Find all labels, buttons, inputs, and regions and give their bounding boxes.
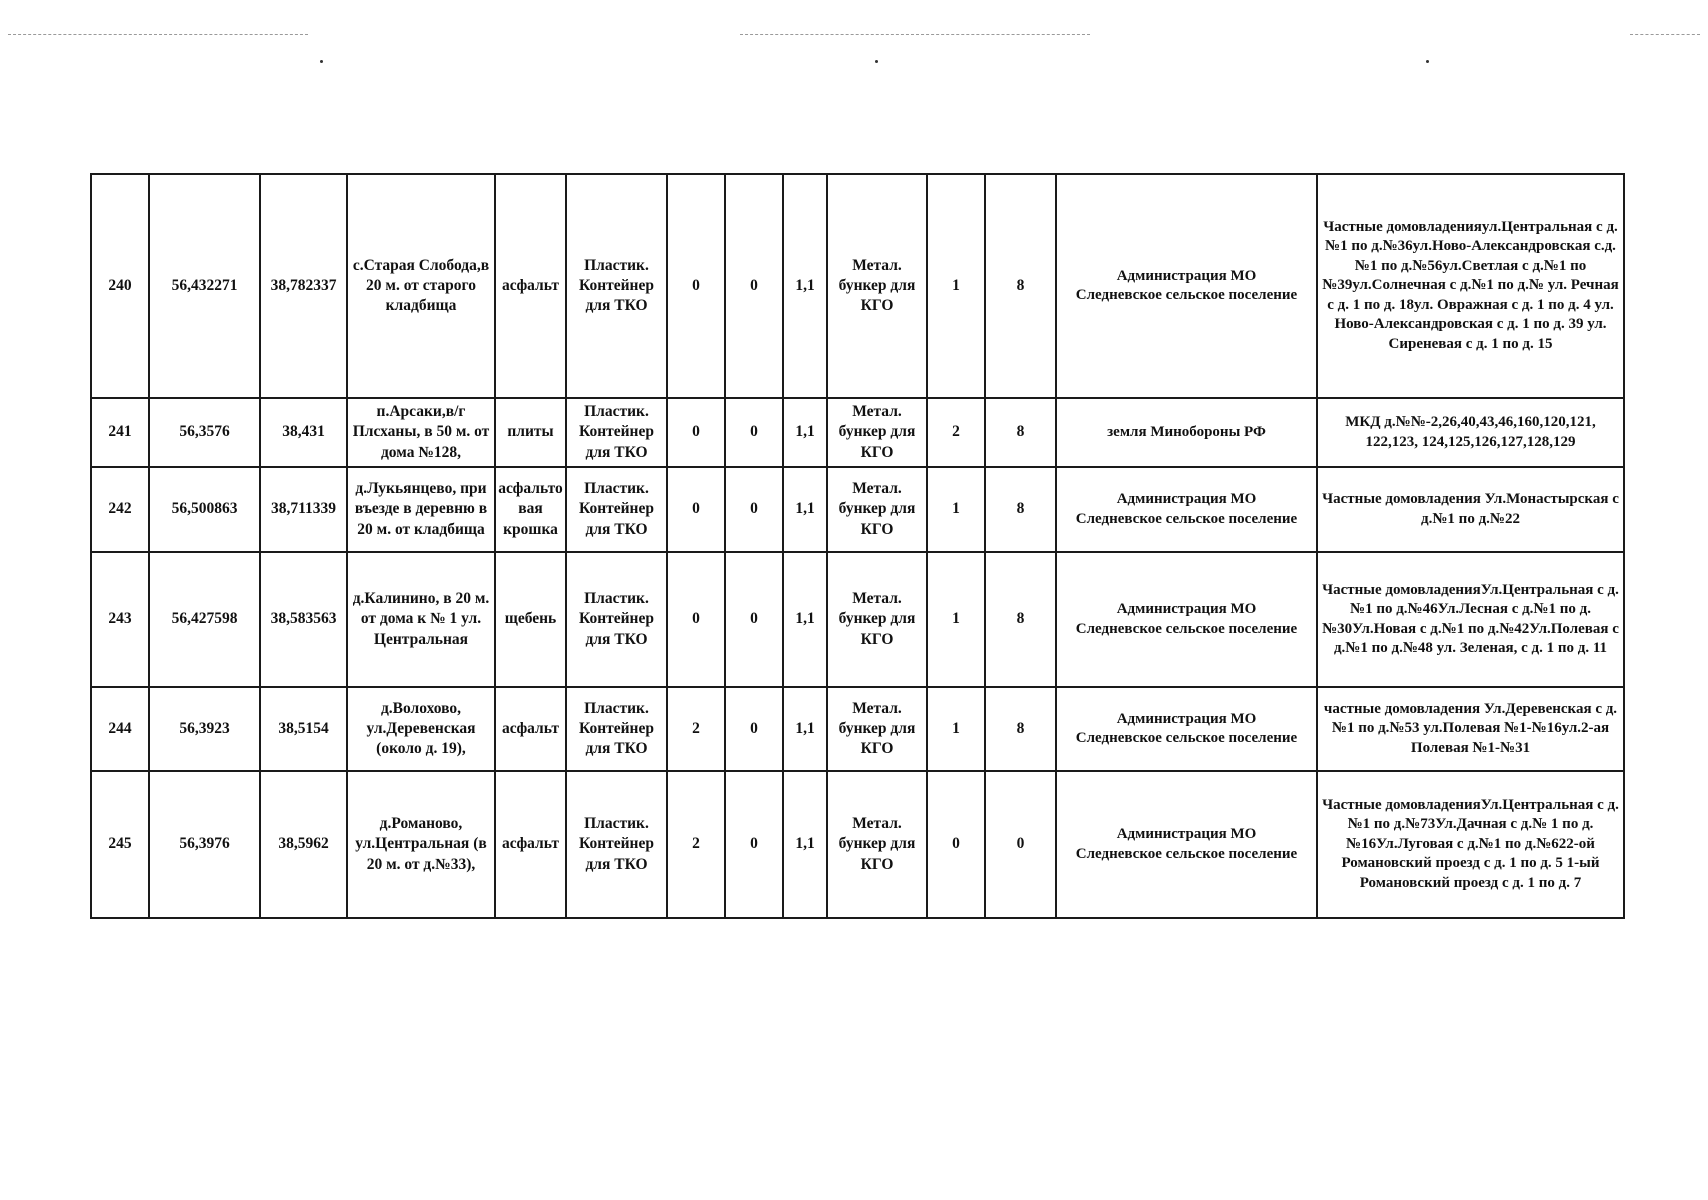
owner xyxy=(1056,398,1317,467)
owner xyxy=(1056,467,1317,552)
longitude: 38,5962 xyxy=(260,771,347,918)
container-count-2: 0 xyxy=(725,687,783,771)
table-row xyxy=(91,174,1624,398)
bunker-type: Метал. бункер для КГО xyxy=(827,552,927,687)
scan-dot xyxy=(875,60,878,63)
longitude: 38,711339 xyxy=(260,467,347,552)
owner-line-2: Следневское сельское поселение xyxy=(1075,730,1298,746)
latitude: 56,432271 xyxy=(149,174,260,398)
latitude: 56,3976 xyxy=(149,771,260,918)
container-count-1: 0 xyxy=(667,552,725,687)
owner-line-2: Следневское сельское поселение xyxy=(1075,287,1298,303)
waste-sites-table-wrapper xyxy=(90,173,1623,919)
owner-line-2: Следневское сельское поселение xyxy=(1075,845,1298,862)
table-row xyxy=(91,398,1624,467)
bunker-volume: 0 xyxy=(985,771,1056,918)
container-volume: 1,1 xyxy=(783,687,827,771)
container-count-1: 0 xyxy=(667,174,725,398)
site-address: д.Волохово, ул.Деревенская (около д. 19), xyxy=(347,687,495,771)
row-number: 245 xyxy=(91,771,149,918)
bunker-count: 1 xyxy=(927,174,985,398)
latitude: 56,3576 xyxy=(149,398,260,467)
bunker-volume: 8 xyxy=(985,687,1056,771)
latitude: 56,500863 xyxy=(149,467,260,552)
site-address: с.Старая Слобода,в 20 м. от старого кладбища xyxy=(347,174,495,398)
site-address: д.Лукьянцево, при въезде в деревню в 20 м. от кладбища xyxy=(347,467,495,552)
served-addresses: Частные домовладенияул.Центральная с д.№1 по д.№36ул.Ново-Александровская с.д.№1 по д.№56ул.Светлая с д.№1 по №39ул.Солнечная с д.№1 по д.№ ул. Речная с д. 1 по д. 18ул. Овражная с д. 1 по д. 4 ул. Ново-Александровская с д. 1 по д. 39 ул. Сиреневая с д. 1 по д. 15 xyxy=(1317,174,1624,398)
scan-artifacts xyxy=(0,24,1708,40)
container-count-2: 0 xyxy=(725,467,783,552)
owner-line-1: земля Минобороны РФ xyxy=(1107,423,1266,440)
latitude: 56,3923 xyxy=(149,687,260,771)
container-type: Пластик. Контейнер для ТКО xyxy=(566,398,667,467)
scan-dot xyxy=(1426,60,1429,63)
container-volume: 1,1 xyxy=(783,174,827,398)
bunker-type: Метал. бункер для КГО xyxy=(827,687,927,771)
container-count-1: 2 xyxy=(667,771,725,918)
table-row xyxy=(91,687,1624,771)
owner-line-1: Администрация МО xyxy=(1116,601,1257,617)
container-count-2: 0 xyxy=(725,771,783,918)
container-type: Пластик. Контейнер для ТКО xyxy=(566,552,667,687)
longitude: 38,583563 xyxy=(260,552,347,687)
surface-type: асфальтовая крошка xyxy=(495,467,566,552)
container-type: Пластик. Контейнер для ТКО xyxy=(566,771,667,918)
row-number: 244 xyxy=(91,687,149,771)
table-row xyxy=(91,552,1624,687)
bunker-count: 0 xyxy=(927,771,985,918)
bunker-count: 1 xyxy=(927,467,985,552)
surface-type: асфальт xyxy=(495,174,566,398)
surface-type: асфальт xyxy=(495,771,566,918)
longitude: 38,782337 xyxy=(260,174,347,398)
site-address: д.Романово, ул.Центральная (в 20 м. от д.№33), xyxy=(347,771,495,918)
owner-line-1: Администрация МО xyxy=(1116,267,1257,284)
surface-type: щебень xyxy=(495,552,566,687)
scan-dot xyxy=(320,60,323,63)
owner-line-1: Администрация МО xyxy=(1116,826,1257,842)
container-count-1: 0 xyxy=(667,398,725,467)
bunker-volume: 8 xyxy=(985,552,1056,687)
table-row xyxy=(91,467,1624,552)
bunker-count: 2 xyxy=(927,398,985,467)
surface-type: плиты xyxy=(495,398,566,467)
container-type: Пластик. Контейнер для ТКО xyxy=(566,174,667,398)
container-count-2: 0 xyxy=(725,398,783,467)
row-number: 240 xyxy=(91,174,149,398)
container-type: Пластик. Контейнер для ТКО xyxy=(566,687,667,771)
container-count-2: 0 xyxy=(725,552,783,687)
container-count-1: 0 xyxy=(667,467,725,552)
served-addresses: Частные домовладения Ул.Монастырская с д.№1 по д.№22 xyxy=(1317,467,1624,552)
site-address: п.Арсаки,в/г Плсханы, в 50 м. от дома №128, xyxy=(347,398,495,467)
site-address: д.Калинино, в 20 м. от дома к № 1 ул. Центральная xyxy=(347,552,495,687)
bunker-type: Метал. бункер для КГО xyxy=(827,771,927,918)
served-addresses: частные домовладения Ул.Деревенская с д.№1 по д.№53 ул.Полевая №1-№16ул.2-ая Полевая №1-№31 xyxy=(1317,687,1624,771)
owner-line-1: Администрация МО xyxy=(1116,491,1257,507)
table-row xyxy=(91,771,1624,918)
row-number: 241 xyxy=(91,398,149,467)
scan-line xyxy=(1630,34,1700,35)
bunker-count: 1 xyxy=(927,552,985,687)
bunker-type: Метал. бункер для КГО xyxy=(827,174,927,398)
bunker-volume: 8 xyxy=(985,398,1056,467)
bunker-volume: 8 xyxy=(985,174,1056,398)
longitude: 38,5154 xyxy=(260,687,347,771)
owner xyxy=(1056,174,1317,398)
owner xyxy=(1056,771,1317,918)
bunker-type: Метал. бункер для КГО xyxy=(827,398,927,467)
owner xyxy=(1056,687,1317,771)
bunker-volume: 8 xyxy=(985,467,1056,552)
container-volume: 1,1 xyxy=(783,771,827,918)
container-volume: 1,1 xyxy=(783,552,827,687)
longitude: 38,431 xyxy=(260,398,347,467)
served-addresses: Частные домовладенияУл.Центральная с д.№1 по д.№73Ул.Дачная с д.№ 1 по д.№16Ул.Луговая с д.№1 по д.№622-ой Романовский проезд с д. 1 по д. 5 1-ый Романовский проезд с д. 1 по д. 7 xyxy=(1317,771,1624,918)
served-addresses: МКД д.№№-2,26,40,43,46,160,120,121, 122,123, 124,125,126,127,128,129 xyxy=(1317,398,1624,467)
owner-line-2: Следневское сельское поселение xyxy=(1075,510,1298,527)
served-addresses: Частные домовладенияУл.Центральная с д.№1 по д.№46Ул.Лесная с д.№1 по д.№30Ул.Новая с д.№1 по д.№42Ул.Полевая с д.№1 по д.№48 ул. Зеленая, с д. 1 по д. 11 xyxy=(1317,552,1624,687)
row-number: 243 xyxy=(91,552,149,687)
owner xyxy=(1056,552,1317,687)
scan-line xyxy=(8,34,308,35)
container-count-2: 0 xyxy=(725,174,783,398)
container-count-1: 2 xyxy=(667,687,725,771)
owner-line-2: Следневское сельское поселение xyxy=(1075,620,1298,637)
bunker-count: 1 xyxy=(927,687,985,771)
row-number: 242 xyxy=(91,467,149,552)
latitude: 56,427598 xyxy=(149,552,260,687)
container-volume: 1,1 xyxy=(783,467,827,552)
owner-line-1: Администрация МО xyxy=(1116,710,1257,727)
surface-type: асфальт xyxy=(495,687,566,771)
container-volume: 1,1 xyxy=(783,398,827,467)
scan-line xyxy=(740,34,1090,35)
bunker-type: Метал. бункер для КГО xyxy=(827,467,927,552)
waste-sites-table xyxy=(90,173,1625,919)
container-type: Пластик. Контейнер для ТКО xyxy=(566,467,667,552)
